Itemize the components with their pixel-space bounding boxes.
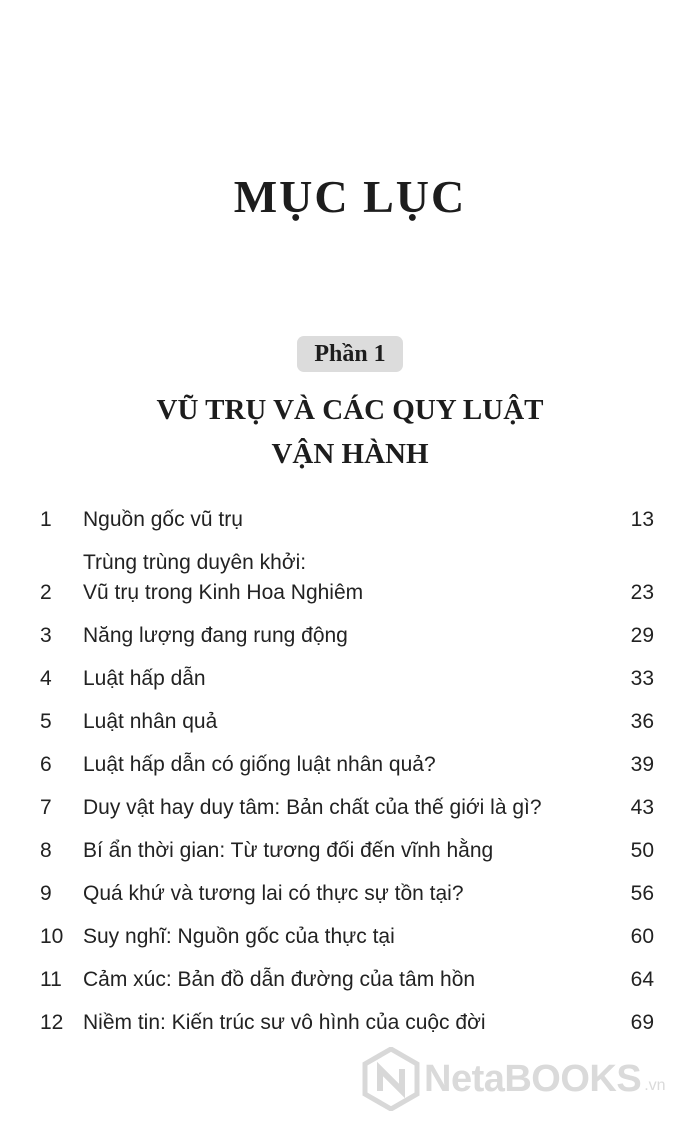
toc-entry-number: 2 [40, 581, 52, 604]
toc-entry-page: 23 [630, 581, 654, 604]
toc-entry-title [83, 750, 603, 780]
toc-entry-title-line: Duy vật hay duy tâm: Bản chất của thế giới là gì? [83, 796, 542, 819]
toc-entry-title [83, 1008, 603, 1038]
toc-entry [0, 621, 700, 651]
watermark-brand: NetaBOOKS [424, 1057, 642, 1100]
toc-entry-title-line: Suy nghĩ: Nguồn gốc của thực tại [83, 925, 395, 948]
toc-entry-title [83, 664, 603, 694]
netabooks-logo-icon [362, 1047, 420, 1111]
part-title [0, 388, 700, 476]
toc-entry-page: 13 [630, 508, 654, 531]
toc-entry-page: 43 [630, 796, 654, 819]
toc-entry [0, 836, 700, 866]
toc-entry-number: 4 [40, 667, 52, 690]
toc-entry-title [83, 548, 603, 608]
toc-entry-number: 1 [40, 508, 52, 531]
toc-entry-page: 29 [630, 624, 654, 647]
toc-entry-title-line: Vũ trụ trong Kinh Hoa Nghiêm [83, 581, 364, 604]
watermark-suffix: .vn [644, 1077, 666, 1094]
toc-entry-page: 60 [630, 925, 654, 948]
toc-entry [0, 922, 700, 952]
toc-entry-title-line: Luật nhân quả [83, 710, 218, 733]
part-title-line-1: VŨ TRỤ VÀ CÁC QUY LUẬT [156, 394, 544, 426]
toc-entry-page: 56 [630, 882, 654, 905]
toc-entry-number: 11 [40, 968, 62, 991]
toc-entry-page: 50 [630, 839, 654, 862]
toc-entry-number: 3 [40, 624, 52, 647]
toc-entry-number: 7 [40, 796, 52, 819]
toc-entry-title [83, 621, 603, 651]
toc-entry [0, 965, 700, 995]
toc-entry-title-line: Bí ẩn thời gian: Từ tương đối đến vĩnh hằng [83, 839, 494, 862]
toc-entry-title-line: Luật hấp dẫn có giống luật nhân quả? [83, 753, 436, 776]
table-of-contents [0, 505, 700, 1051]
toc-entry-page: 69 [630, 1011, 654, 1034]
toc-entry-title-line: Niềm tin: Kiến trúc sư vô hình của cuộc đời [83, 1011, 486, 1034]
toc-entry [0, 548, 700, 608]
page-title: MỤC LỤC [233, 171, 467, 222]
toc-entry-title-line: Luật hấp dẫn [83, 667, 206, 690]
toc-entry-title [83, 707, 603, 737]
toc-entry-number: 5 [40, 710, 52, 733]
toc-entry-number: 6 [40, 753, 52, 776]
toc-entry [0, 879, 700, 909]
toc-entry-page: 36 [630, 710, 654, 733]
toc-entry-title [83, 922, 603, 952]
part-title-line-2: VẬN HÀNH [271, 438, 429, 470]
toc-entry-number: 12 [40, 1011, 64, 1034]
toc-entry-page: 33 [630, 667, 654, 690]
toc-entry-title-line: Trùng trùng duyên khởi: [83, 551, 307, 574]
toc-entry [0, 793, 700, 823]
toc-entry-title-line: Cảm xúc: Bản đồ dẫn đường của tâm hồn [83, 968, 476, 991]
toc-entry-title-line: Nguồn gốc vũ trụ [83, 508, 243, 531]
toc-entry-page: 39 [630, 753, 654, 776]
part-badge: Phần 1 [297, 336, 403, 372]
toc-entry-title-line: Quá khứ và tương lai có thực sự tồn tại? [83, 882, 464, 905]
toc-entry [0, 1008, 700, 1038]
toc-entry-number: 10 [40, 925, 64, 948]
toc-entry-title [83, 836, 603, 866]
toc-entry [0, 505, 700, 535]
toc-entry [0, 750, 700, 780]
toc-entry-title [83, 965, 603, 995]
toc-entry-title-line: Năng lượng đang rung động [83, 624, 348, 647]
toc-entry-number: 8 [40, 839, 52, 862]
toc-entry-number: 9 [40, 882, 52, 905]
toc-entry [0, 664, 700, 694]
toc-entry-title [83, 505, 603, 535]
toc-entry-title [83, 879, 603, 909]
watermark [362, 1047, 697, 1111]
toc-entry-page: 64 [630, 968, 654, 991]
toc-entry [0, 707, 700, 737]
toc-entry-title [83, 793, 603, 823]
